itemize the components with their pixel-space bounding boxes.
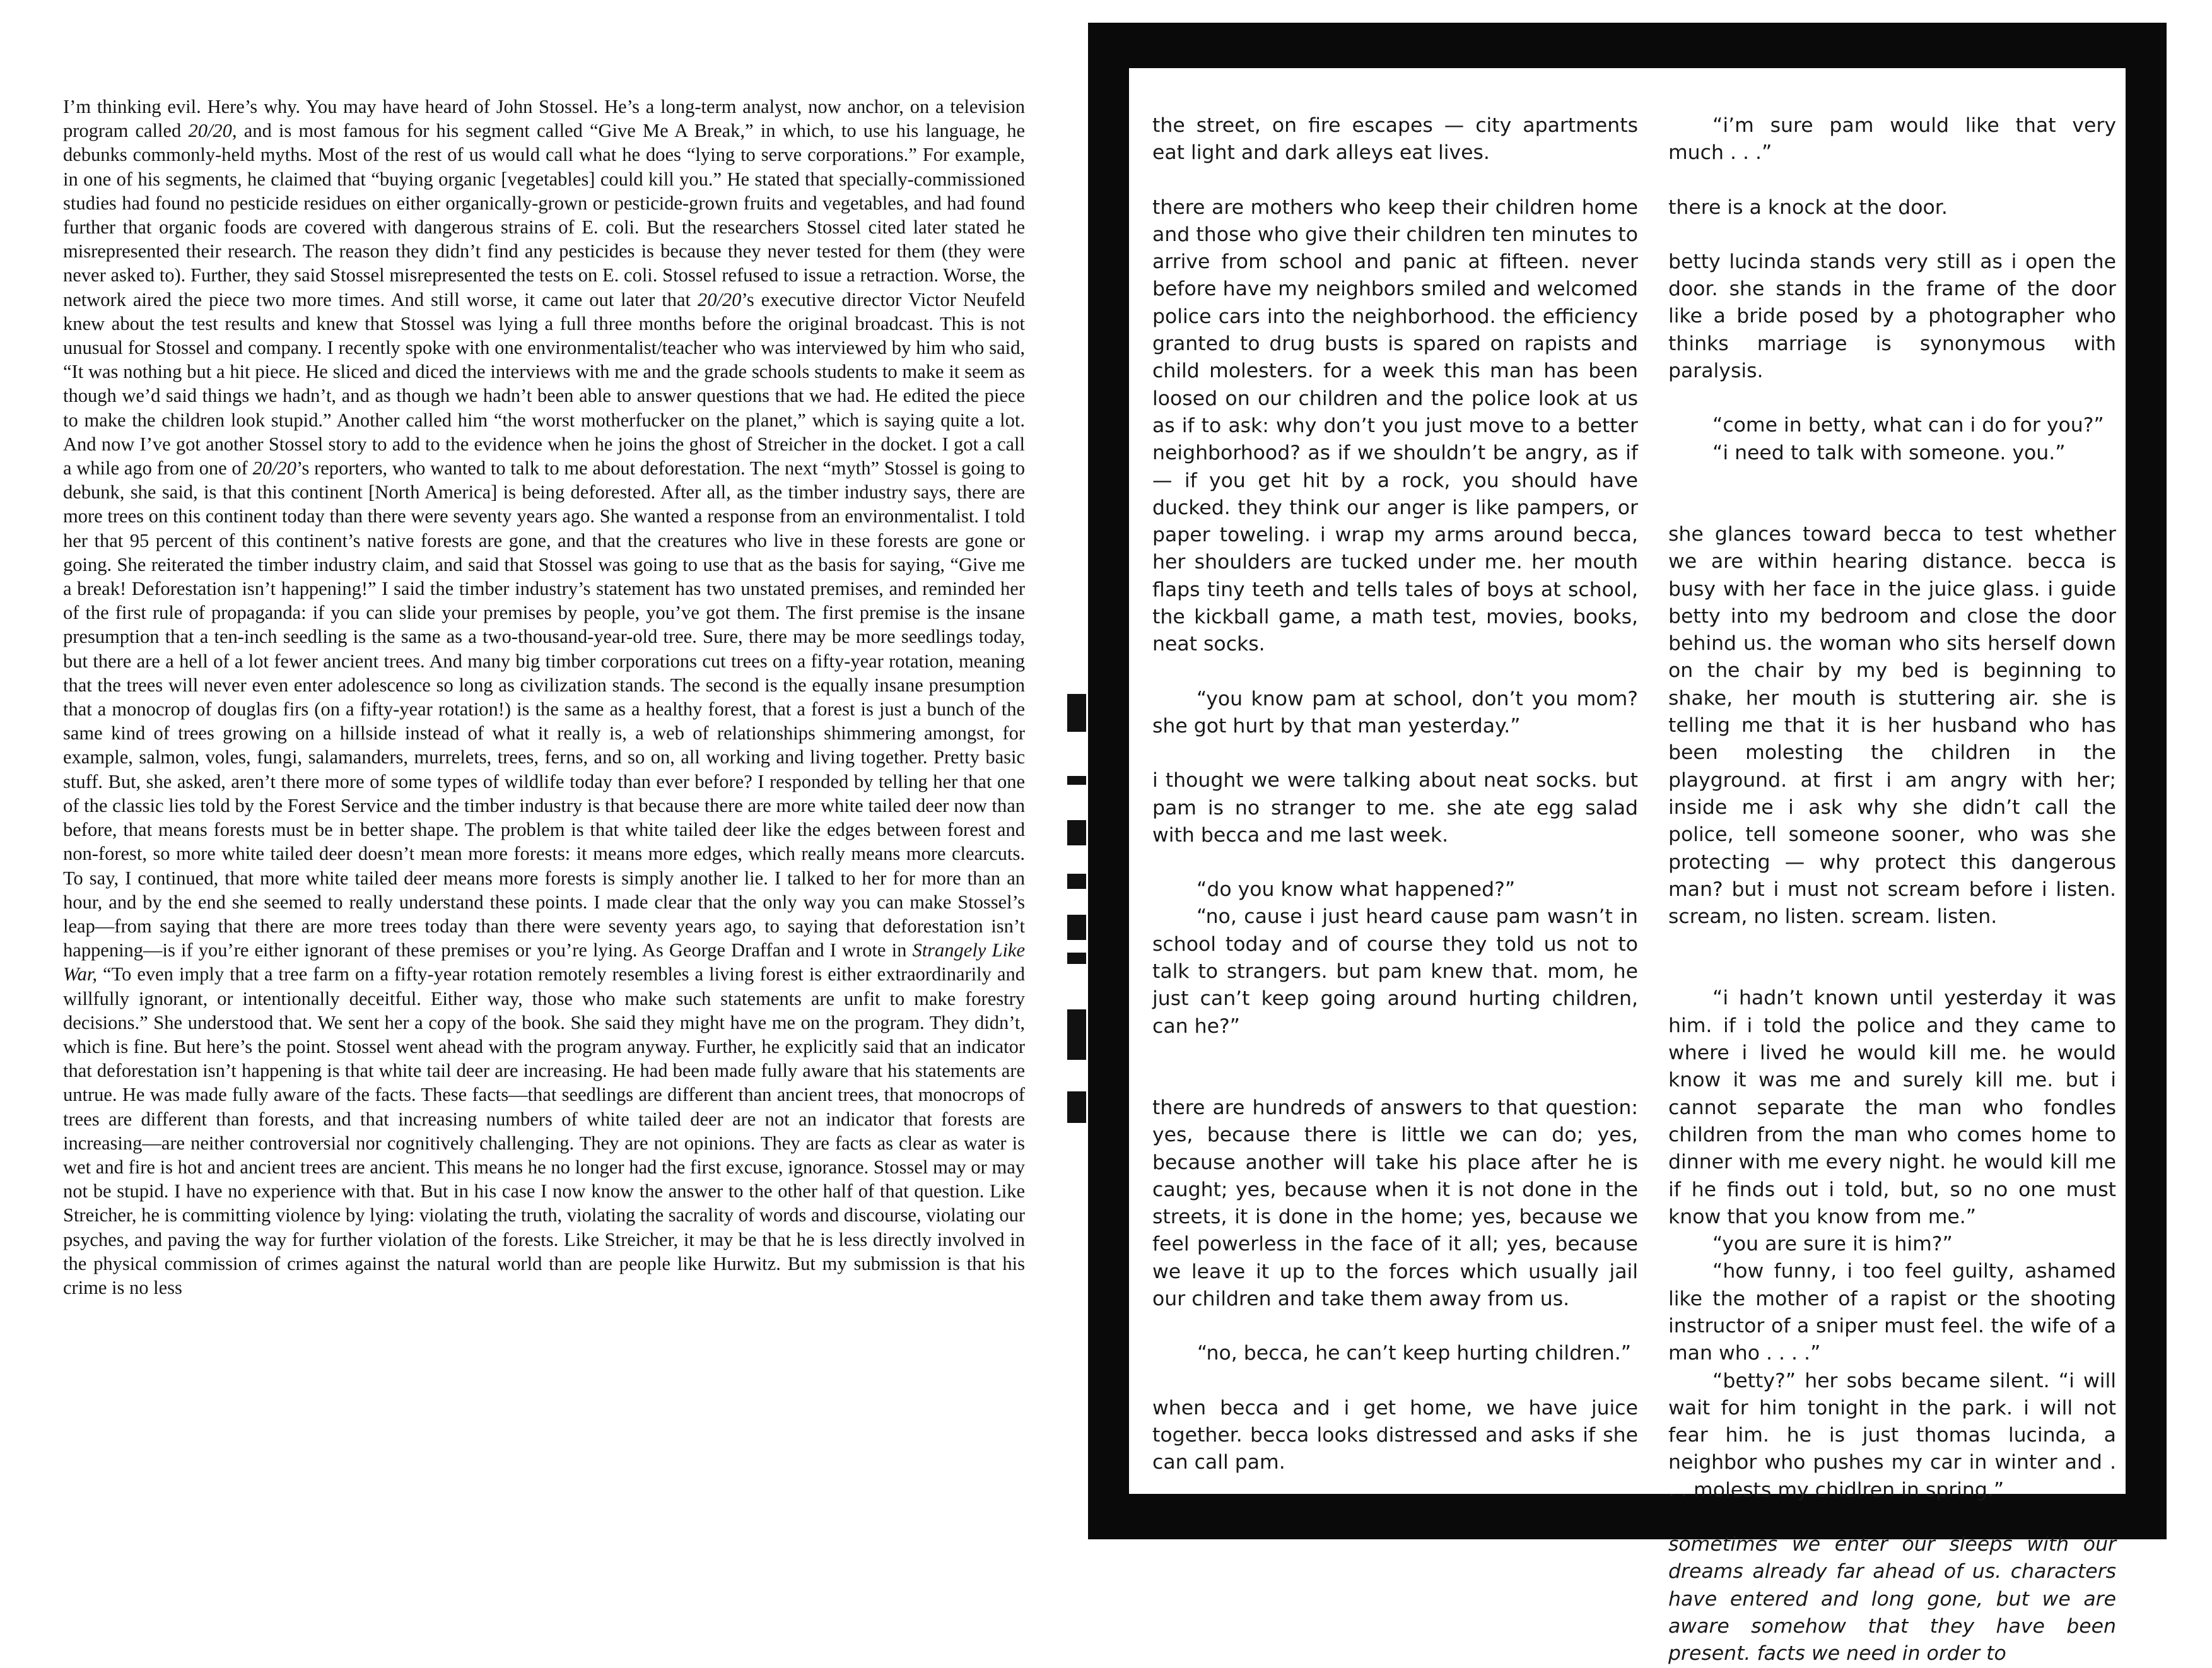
section-gap [1152, 1067, 1638, 1095]
italic-title-run: 20/20, [188, 120, 237, 142]
dialogue-line: “come in betty, what can i do for you?” [1712, 414, 2104, 437]
text-run: “To even imply that a tree farm on a fifty-year rotation remotely resembles a living forest is either extraordinarily and willfully ignorant, or intentionally deceitful. Either way, those who make such statements are unfit to make forestry decisions.” She understood that. We sent her a copy of the book. She said they might have me on the program. They didn’t, which is fine. But here’s the point. Stossel went ahead with the program anyway. Further, he explicitly said that an indicator that deforestation isn’t happening is that white tail deer are increasing. He had been made fully aware that his statements are untrue. He was made fully aware of the facts. These facts—that seedlings are different than ancient trees, that monocrops of trees are different than forests, and that increasing numbers of white tailed deer are not an indicator that forests are increasing—are neither controversial nor cognitively challenging. They are not opinions. They are facts as clear as water is wet and fire is hot and ancient trees are ancient. This means he no longer had the first excuse, ignorance. Stossel may or may not be stupid. I have no experience with that. But in his case I now know the answer to the other half of that question. Like Streicher, he is committing violence by lying: violating the truth, violating the sacrality of words and discourse, violating our psyches, and paving the way for further violation of the forests. Like Streicher, it may be that he is less directly involved in the physical commission of crimes against the natural world than are people like Hurwitz. But my submission is that his crime is no less [63, 963, 1025, 1298]
italic-title-run: Strangely Like War, [63, 939, 1025, 985]
story-paragraph: she glances toward becca to test whether we are within hearing distance. becca is busy with her face in the juice glass. i guide betty into my bedroom and close the door behind us. the woman who sits herself down on the chair by my bed is beginning to shake, her mouth is stuttering air. she is telling me that it is her husband who has been molesting the children in the playground. at first i am angry with her; inside me i ask why she didn’t call the police, tell someone sooner, who was she protecting — why protect this dangerous man? but i must not scream before i listen. scream, no listen. scream. listen. [1668, 522, 2116, 929]
right-page-column-right [1668, 112, 2116, 1665]
italic-title-run: 20/20 [252, 457, 296, 479]
story-paragraph: there is a knock at the door. [1668, 196, 1948, 219]
right-page-column-left [1152, 112, 1638, 1488]
story-paragraph: the street, on fire escapes — city apartments eat light and dark alleys eat lives. [1152, 114, 1638, 165]
dialogue-line: “do you know what happened?” [1197, 878, 1516, 902]
text-run: and is most famous for his segment called “Give Me A Break,” in which, to use his language, he debunks commonly-held myths. Most of the rest of us would call what he does “lying to serve corporations.” For example, in one of his segments, he claimed that “buying organic [vegetables] could kill you.” He stated that specially-commissioned studies had found no pesticide residues on either organically-grown or pesticide-grown fruits and vegetables, and had found further that organic foods are covered with dangerous strains of E. coli. But the researchers Stossel cited later stated he misrepresented their research. The reason they didn’t find any pesticides is because they never tested for them (they were never asked to). Further, they said Stossel misrepresented the tests on E. coli. Stossel refused to issue a retraction. Worse, the network aired the piece two more times. And still worse, it came out later that [63, 120, 1025, 310]
dialogue-line: “betty?” her sobs became silent. “i will wait for him tonight in the park. i will not fear him. he is just thomas lucinda, a neighbor who pushes my car in winter and . . . molests my chidlren in spring.” [1668, 1369, 2116, 1501]
text-run: I’m thinking evil. Here’s why. You may have heard of John Stossel. He’s a long-term analyst, now anchor, on a television program called [63, 96, 1025, 142]
left-page [63, 95, 1025, 1470]
italic-paragraph: sometimes we enter our sleeps with our dreams already far ahead of us. characters have entered and long gone, but we are aware somehow that they have been present. facts we need in order to [1668, 1533, 2116, 1665]
dialogue-line: “i need to talk with someone. you.” [1712, 441, 2066, 464]
text-run: ’s executive director Victor Neufeld knew about the test results and knew that Stossel was lying a full three months before the original broadcast. This is not unusual for Stossel and company. I recently spoke with one environmentalist/teacher who was interviewed by him who said, “It was nothing but a hit piece. He sliced and diced the interviews with me and the grade schools students to make it seem as though we’d said things we hadn’t, and as though we hadn’t been able to answer questions that we had. He edited the piece to make the children look stupid.” Another called him “the worst motherfucker on the planet,” which is saying quite a lot. And now I’ve got another Stossel story to add to the evidence when he joins the ghost of Streicher in the docket. I got a call a while ago from one of [63, 288, 1025, 479]
dialogue-line: “you know pam at school, don’t you mom? she got hurt by that man yesterday.” [1152, 687, 1638, 737]
spine-bleed-marks [1065, 694, 1090, 1136]
left-page-paragraph [63, 95, 1025, 1300]
dialogue-line: “how funny, i too feel guilty, ashamed like the mother of a rapist or the shooting instructor of a sniper must feel. the wife of a man who . . . .” [1668, 1260, 2116, 1365]
story-paragraph: when becca and i get home, we have juice together. becca looks distressed and asks if she can call pam. [1152, 1396, 1638, 1474]
dialogue-line: “no, cause i just heard cause pam wasn’t in school today and of course they told us not to talk to strangers. but pam knew that. mom, he just can’t keep going around hurting children, can he?” [1152, 905, 1638, 1038]
dialogue-line: “you are sure it is him?” [1712, 1233, 1953, 1256]
right-page-black-frame [1088, 23, 2167, 1665]
text-run: ’s reporters, who wanted to talk to me about deforestation. The next “myth” Stossel is going to debunk, she said, is that this continent [North America] is being deforested. After all, as the timber industry says, there are more trees on this continent today than there were seventy years ago. She wanted a response from an environmentalist. I told her that 95 percent of this continent’s native forests are gone, and that the creatures who live in these forests are gone or going. She reiterated the timber industry claim, and said that Stossel was going to use that as the basis for saying, “Give me a break! Deforestation isn’t happening!” I said the timber industry’s statement has two unstated premises, and reminded her of the first rule of propaganda: if you can slide your premises by people, you’ve got them. The first premise is the insane presumption that a ten-inch seedling is the same as a two-thousand-year-old tree. Sure, there may be more seedlings today, but there are a hell of a lot fewer ancient trees. And many big timber corporations cut trees on a fifty-year rotation, meaning that the trees will never even enter adolescence so long as civilization stands. The second is the equally insane presumption that a monocrop of douglas firs (on a fifty-year rotation!) is the same as a healthy forest, that a forest is just a bunch of the same kind of trees growing on a hillside instead of what it really is, a web of relationships shimmering amongst, for example, salmon, voles, fungi, salamanders, murrelets, trees, ferns, and so on, all working and living together. Pretty basic stuff. But, she asked, aren’t there more of some types of wildlife today than ever before? I responded by telling her that one of the classic lies told by the Forest Service and the timber industry is that because there are more white tailed deer now than before, that means forests must be in better shape. The problem is that white tailed deer like the edges between forest and non-forest, so more white tailed deer doesn’t mean more forests: it means more edges, which really means more clearcuts. To say, I continued, that more white tailed deer means more forests is simply another lie. I talked to her for more than an hour, and by the end she seemed to really understand these points. I made clear that the only way you can make Stossel’s leap—from saying that there are more trees today than there were seventy years ago, to saying that deforestation isn’t happening—is if you’re either ignorant of these premises or you’re lying. As George Draffan and I wrote in [63, 457, 1025, 961]
story-paragraph: i thought we were talking about neat socks. but pam is no stranger to me. she ate egg salad with becca and me last week. [1152, 769, 1638, 847]
section-gap [1668, 958, 2116, 985]
story-paragraph: there are hundreds of answers to that question: yes, because there is little we can do; yes, because another will take his place after he is caught; yes, because when it is not done in the streets, it is done in the home; yes, because we feel powerless in the face of it all; yes, because we leave it up to the forces which usually jail our children and take them away from us. [1152, 1096, 1638, 1310]
dialogue-line: “i’m sure pam would like that very much . . .” [1668, 114, 2116, 165]
dialogue-line: “i hadn’t known until yesterday it was him. if i told the police and they came to where i lived he would kill me. he would know it was me and surely kill me. but i cannot separate the man who fondles children from the man who comes home to dinner with me every night. he would kill me if he finds out i told, but, so no one must know that you know from me.” [1668, 987, 2116, 1228]
story-paragraph: “no, becca, he can’t keep hurting children.” [1197, 1342, 1632, 1365]
italic-title-run: 20/20 [697, 288, 742, 310]
story-paragraph: there are mothers who keep their children home and those who give their children ten minutes to arrive from school and panic at fifteen. never before have my neighbors smiled and welcomed police cars into the neighborhood. the efficiency granted to drug busts is spared on rapists and child molesters. for a week this man has been loosed on our children and the police look at us as if to ask: why don’t you just move to a better neighborhood? as if we shouldn’t be angry, as if — if you get hit by a rock, you should have ducked. they think our anger is like pampers, or paper toweling. i wrap my arms around becca, her shoulders are tucked under me. her mouth flaps tiny teeth and tells tales of boys at school, the kickball game, a math test, movies, books, neat socks. [1152, 196, 1638, 656]
right-page [1129, 68, 2126, 1665]
story-paragraph: betty lucinda stands very still as i open the door. she stands in the frame of the door like a bride posed by a photographer who thinks marriage is synonymous with paralysis. [1668, 250, 2116, 383]
section-gap [1668, 494, 2116, 521]
